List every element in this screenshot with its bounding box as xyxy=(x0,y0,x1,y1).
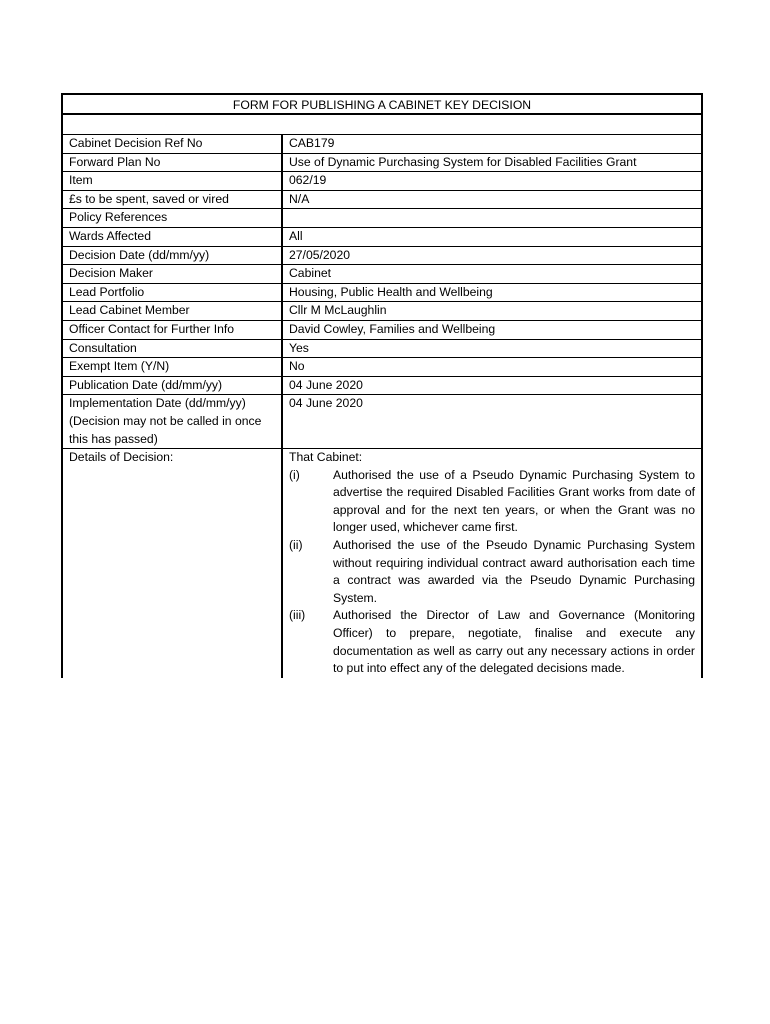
row-item xyxy=(63,172,701,191)
field-value: All xyxy=(289,228,303,243)
field-value: CAB179 xyxy=(289,136,335,150)
decision-intro: That Cabinet: xyxy=(289,450,363,465)
row-forward-plan-no xyxy=(63,154,701,173)
field-value: N/A xyxy=(289,191,310,206)
blank-row xyxy=(63,115,701,135)
decision-item-text: Authorised the use of a Pseudo Dynamic Purchasing System to advertise the required Disabled Facilities Grant works from date of approval and for the next ten years, or when the Grant was no longer used, whichever came first. xyxy=(333,467,695,535)
field-value: David Cowley, Families and Wellbeing xyxy=(289,321,496,336)
decision-item-number: (iii) xyxy=(289,608,306,623)
field-label: Decision Date (dd/mm/yy) xyxy=(63,247,283,265)
row-officer-contact xyxy=(63,321,701,340)
row-publication-date xyxy=(63,377,701,396)
field-value: Cabinet xyxy=(289,266,332,281)
decision-item-text: Authorised the use of the Pseudo Dynamic Purchasing System without requiring individual contract award authorisation each time a contract was awarded via the Pseudo Dynamic Purchasing System. xyxy=(333,538,695,605)
row-cabinet-decision-ref xyxy=(63,135,701,154)
decision-item-number: (i) xyxy=(289,467,300,482)
row-consultation xyxy=(63,340,701,359)
row-decision-maker xyxy=(63,265,701,284)
field-value: No xyxy=(289,359,305,374)
row-exempt-item xyxy=(63,358,701,377)
field-label: Publication Date (dd/mm/yy) xyxy=(63,377,283,395)
row-policy-references xyxy=(63,209,701,228)
field-value: Yes xyxy=(289,340,309,355)
field-label: Officer Contact for Further Info xyxy=(63,321,283,339)
field-label: Item xyxy=(63,172,283,190)
form-title: FORM FOR PUBLISHING A CABINET KEY DECISION xyxy=(63,95,701,115)
decision-item xyxy=(289,537,695,607)
row-spend xyxy=(63,191,701,210)
field-value: 04 June 2020 xyxy=(289,377,363,392)
decision-item-number: (ii) xyxy=(289,538,303,553)
field-value: Use of Dynamic Purchasing System for Disabled Facilities Grant xyxy=(289,154,637,169)
field-value: Housing, Public Health and Wellbeing xyxy=(289,284,493,299)
field-value: Cllr M McLaughlin xyxy=(289,303,387,318)
field-label: Consultation xyxy=(63,340,283,358)
row-lead-portfolio xyxy=(63,284,701,303)
row-decision-date xyxy=(63,247,701,266)
field-label: £s to be spent, saved or vired xyxy=(63,191,283,209)
field-value xyxy=(283,209,701,227)
row-wards-affected xyxy=(63,228,701,247)
field-label: Details of Decision: xyxy=(63,449,283,678)
key-decision-form xyxy=(61,93,703,678)
decision-item xyxy=(289,467,695,537)
field-label: Decision Maker xyxy=(63,265,283,283)
field-label: Lead Portfolio xyxy=(63,284,283,302)
field-label: Forward Plan No xyxy=(63,154,283,172)
field-label: Implementation Date (dd/mm/yy) (Decision may not be called in once this has passed) xyxy=(63,395,283,448)
field-value: 27/05/2020 xyxy=(289,247,350,262)
field-value: 062/19 xyxy=(289,173,327,188)
field-label: Policy References xyxy=(63,209,283,227)
field-label: Exempt Item (Y/N) xyxy=(63,358,283,376)
field-label: Lead Cabinet Member xyxy=(63,302,283,320)
decision-item xyxy=(289,607,695,677)
row-implementation-date xyxy=(63,395,701,449)
field-value: 04 June 2020 xyxy=(289,396,363,411)
field-label: Wards Affected xyxy=(63,228,283,246)
row-lead-cabinet-member xyxy=(63,302,701,321)
row-details-of-decision xyxy=(63,449,701,678)
field-label: Cabinet Decision Ref No xyxy=(63,135,283,153)
decision-details xyxy=(283,449,701,678)
decision-item-text: Authorised the Director of Law and Governance (Monitoring Officer) to prepare, negotiate, finalise and execute any documentation as well as carry out any necessary actions in order to put into effect any of the delegated decisions made. xyxy=(333,608,695,676)
